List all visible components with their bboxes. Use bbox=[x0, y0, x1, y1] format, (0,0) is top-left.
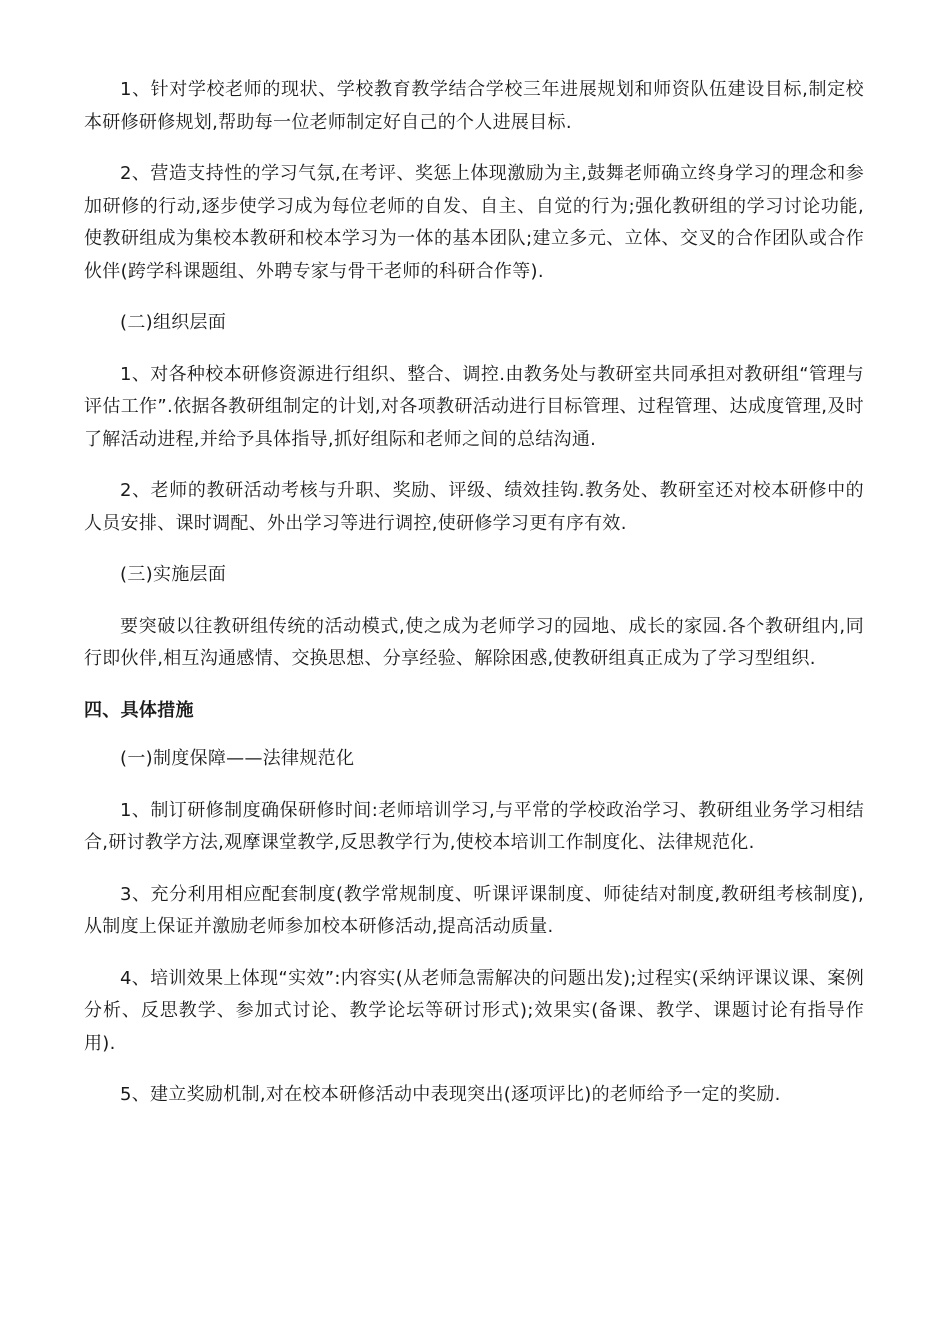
paragraph-6: 1、制订研修制度确保研修时间:老师培训学习,与平常的学校政治学习、教研组业务学习相结合,研讨教学方法,观摩课堂教学,反思教学行为,使校本培训工作制度化、法律规范化. bbox=[84, 799, 864, 853]
paragraph-4: 2、老师的教研活动考核与升职、奖励、评级、绩效挂钩.教务处、教研室还对校本研修中的人员安排、课时调配、外出学习等进行调控,使研修学习更有序有效. bbox=[84, 480, 864, 534]
paragraph-8: 4、培训效果上体现“实效”:内容实(从老师急需解决的问题出发);过程实(采纳评课议课、案例分析、反思教学、参加式讨论、教学论坛等研讨形式);效果实(备课、教学、课题讨论有指导作用). bbox=[84, 967, 864, 1054]
paragraph-5: 要突破以往教研组传统的活动模式,使之成为老师学习的园地、成长的家园.各个教研组内,同行即伙伴,相互沟通感情、交换思想、分享经验、解除困惑,使教研组真正成为了学习型组织. bbox=[84, 615, 864, 669]
paragraph-3: 1、对各种校本研修资源进行组织、整合、调控.由教务处与教研室共同承担对教研组“管理与评估工作”.依据各教研组制定的计划,对各项教研活动进行目标管理、过程管理、达成度管理,及时了解活动进程,并给予具体指导,抓好组际和老师之间的总结沟通. bbox=[84, 363, 864, 450]
paragraph-1: 1、针对学校老师的现状、学校教育教学结合学校三年进展规划和师资队伍建设目标,制定校本研修研修规划,帮助每一位老师制定好自己的个人进展目标. bbox=[84, 79, 864, 133]
paragraph-9: 5、建立奖励机制,对在校本研修活动中表现突出(逐项评比)的老师给予一定的奖励. bbox=[120, 1084, 781, 1105]
subheading-system: (一)制度保障——法律规范化 bbox=[120, 748, 355, 769]
paragraph-7: 3、充分利用相应配套制度(教学常规制度、听课评课制度、师徒结对制度,教研组考核制度),从制度上保证并激励老师参加校本研修活动,提高活动质量. bbox=[84, 883, 864, 937]
subheading-organization: (二)组织层面 bbox=[120, 312, 227, 333]
section-heading-measures: 四、具体措施 bbox=[84, 699, 194, 721]
paragraph-2: 2、营造支持性的学习气氛,在考评、奖惩上体现激励为主,鼓舞老师确立终身学习的理念和参加研修的行动,逐步使学习成为每位老师的自发、自主、自觉的行为;强化教研组的学习讨论功能,使教研组成为集校本教研和校本学习为一体的基本团队;建立多元、立体、交叉的合作团队或合作伙伴(跨学科课题组、外聘专家与骨干老师的科研合作等). bbox=[84, 163, 864, 282]
subheading-implementation: (三)实施层面 bbox=[120, 564, 227, 585]
